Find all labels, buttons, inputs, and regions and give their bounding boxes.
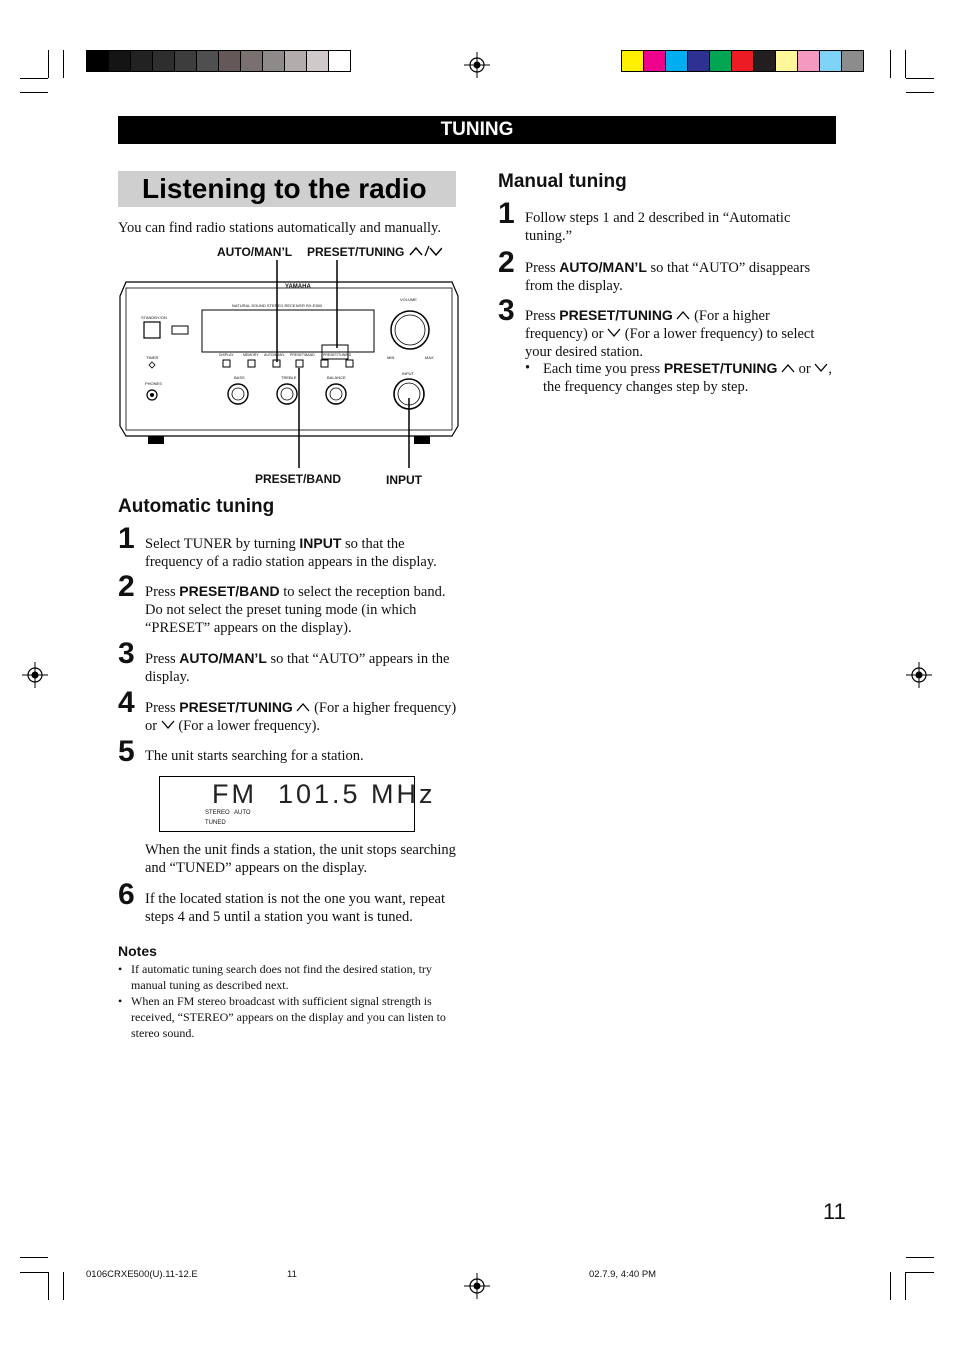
radio-display-illustration	[159, 776, 436, 832]
manual-step-1-text: Follow steps 1 and 2 described in “Automatic tuning.”	[525, 210, 791, 244]
panel-bass: BASS	[234, 375, 245, 380]
auto-step-3-pre: Press	[145, 651, 180, 667]
note-item-text: If automatic tuning search does not find the desired station, try manual tuning as described next.	[131, 962, 432, 992]
label-preset-tuning-text: PRESET/TUNING	[307, 245, 405, 259]
intro-text: You can find radio stations automatically and manually.	[118, 220, 441, 236]
auto-step-6-text: If the located station is not the one you want, repeat steps 4 and 5 until a station you want is tuned.	[145, 891, 445, 925]
footer-file: 0106CRXE500(U).11-12.E	[86, 1269, 198, 1280]
manual-bullet-pre: Each time you press	[543, 361, 664, 377]
manual-step-3-key: PRESET/TUNING	[559, 307, 673, 323]
panel-input: INPUT	[402, 371, 414, 376]
auto-step-3-key: AUTO/MAN’L	[179, 650, 267, 666]
panel-max: MAX	[425, 355, 434, 360]
label-preset-tuning	[307, 245, 442, 259]
label-preset-band: PRESET/BAND	[255, 472, 342, 486]
color-swatch	[644, 51, 666, 71]
color-swatch	[820, 51, 842, 71]
auto-step-1-pre: Select TUNER by turning	[145, 536, 300, 552]
color-swatch	[666, 51, 688, 71]
auto-step-4-text: Press PRESET/TUNING (For a higher frequency) or (For a lower frequency).	[145, 699, 457, 734]
color-swatch	[842, 51, 863, 71]
auto-step-4-number: 4	[118, 686, 135, 719]
section-header-bar: TUNING	[118, 116, 836, 144]
manual-step-2-post: so that “AUTO” disappears from the display.	[525, 260, 811, 294]
auto-step-4-pre: Press	[145, 700, 180, 716]
registration-mark-right	[906, 662, 932, 688]
display-frequency: FM 101.5 MHz	[212, 779, 436, 809]
auto-step-4-key: PRESET/TUNING	[179, 699, 293, 715]
manual-step-2-pre: Press	[525, 260, 560, 276]
page-title: Listening to the radio	[142, 173, 427, 204]
color-swatch	[307, 51, 329, 71]
manual-step-2-number: 2	[498, 246, 515, 279]
auto-step-3-text	[145, 649, 457, 686]
label-auto-manl: AUTO/MAN’L	[217, 245, 293, 259]
gray-calibration-bar	[86, 50, 351, 72]
panel-phones: PHONES	[145, 381, 162, 386]
color-swatch	[329, 51, 350, 71]
registration-mark-top	[464, 52, 490, 78]
manual-bullet-mid: or	[795, 361, 815, 377]
auto-step-6-number: 6	[118, 878, 135, 911]
manual-bullet-post: , the frequency changes step by step.	[543, 361, 832, 395]
note-item: • When an FM stereo broadcast with sufficient signal strength is received, “STEREO” appears on the display and you can listen to stereo sound.	[118, 993, 458, 1041]
chevron-down-icon	[607, 328, 621, 338]
chevron-up-down-icon	[408, 245, 442, 257]
display-stereo: STEREO	[205, 810, 230, 816]
panel-standby: STANDBY/ON	[141, 315, 167, 320]
color-swatch	[263, 51, 285, 71]
color-swatch	[710, 51, 732, 71]
page-number: 11	[823, 1199, 846, 1224]
color-swatch	[87, 51, 109, 71]
footer-date: 02.7.9, 4:40 PM	[589, 1269, 657, 1280]
auto-step-1-post: so that the frequency of a radio station appears in the display.	[145, 536, 437, 570]
color-swatch	[241, 51, 263, 71]
notes-list	[118, 961, 458, 1041]
after-display-text: When the unit finds a station, the unit stops searching and “TUNED” appears on the display.	[145, 842, 456, 876]
color-calibration-bar	[621, 50, 864, 72]
auto-step-2-key: PRESET/BAND	[179, 583, 280, 599]
color-swatch	[153, 51, 175, 71]
color-swatch	[175, 51, 197, 71]
panel-timer: TIMER	[146, 355, 159, 360]
manual-bullet-key: PRESET/TUNING	[663, 360, 778, 376]
panel-treble: TREBLE	[281, 375, 297, 380]
color-swatch	[197, 51, 219, 71]
manual-step-3-number: 3	[498, 294, 515, 327]
panel-btn-display: DISPLAY	[219, 353, 234, 357]
color-swatch	[688, 51, 710, 71]
manual-tuning-heading: Manual tuning	[498, 171, 627, 192]
auto-step-2-number: 2	[118, 570, 135, 603]
manual-bullet-text	[543, 359, 843, 396]
color-swatch	[732, 51, 754, 71]
chevron-up-icon	[781, 363, 795, 373]
note-item: • If automatic tuning search does not find the desired station, try manual tuning as described next.	[118, 961, 458, 993]
auto-step-1-text	[145, 534, 457, 571]
color-swatch	[109, 51, 131, 71]
auto-step-5-number: 5	[118, 735, 135, 768]
display-tuned: TUNED	[205, 820, 226, 826]
chevron-up-icon	[296, 702, 310, 712]
panel-min: MIN	[387, 355, 395, 360]
auto-step-2-post: to select the reception band. Do not select the preset tuning mode (in which “PRESET” appears on the display).	[145, 584, 446, 636]
color-swatch	[219, 51, 241, 71]
auto-step-3-post: so that “AUTO” appears in the display.	[145, 651, 450, 685]
manual-bullet: • Each time you press PRESET/TUNING or , the frequency changes step by step.	[525, 359, 843, 396]
manual-step-3-text	[525, 306, 830, 361]
registration-mark-bottom	[464, 1273, 490, 1299]
color-swatch	[622, 51, 644, 71]
auto-step-2-text	[145, 582, 457, 637]
chevron-down-icon	[161, 720, 175, 730]
auto-step-5-text: The unit starts searching for a station.	[145, 748, 364, 764]
manual-step-3-post2: (For a lower frequency) to select your desired station.	[525, 326, 815, 360]
notes-heading: Notes	[118, 943, 157, 959]
color-swatch	[776, 51, 798, 71]
label-input: INPUT	[386, 473, 422, 487]
panel-btn-memory: MEMORY	[243, 353, 259, 357]
footer-page: 11	[287, 1269, 297, 1280]
chevron-up-icon	[676, 310, 690, 320]
manual-step-1-number: 1	[498, 197, 515, 230]
panel-volume: VOLUME	[400, 297, 417, 302]
color-swatch	[285, 51, 307, 71]
panel-brand: YAMAHA	[285, 284, 311, 290]
manual-step-2-text	[525, 258, 830, 295]
chevron-down-icon	[814, 363, 828, 373]
manual-step-3-post1: (For a higher frequency) or	[525, 308, 770, 342]
auto-step-3-number: 3	[118, 637, 135, 670]
panel-model: NATURAL SOUND STEREO RECEIVER RX-E500	[232, 303, 323, 308]
panel-btn-preset-band: PRESET/BAND	[290, 353, 315, 357]
auto-step-1-key: INPUT	[299, 535, 342, 551]
panel-balance: BALANCE	[327, 375, 346, 380]
auto-step-1-number: 1	[118, 522, 135, 555]
panel-btn-auto-manl: AUTO/MAN'L	[264, 353, 286, 357]
color-swatch	[754, 51, 776, 71]
automatic-tuning-heading: Automatic tuning	[118, 496, 275, 517]
manual-step-3-pre: Press	[525, 308, 560, 324]
color-swatch	[131, 51, 153, 71]
color-swatch	[798, 51, 820, 71]
display-auto: AUTO	[234, 810, 251, 816]
note-item-text: When an FM stereo broadcast with sufficient signal strength is received, “STEREO” appears on the display and you can listen to stereo sound.	[131, 994, 446, 1040]
panel-btn-preset-tuning: PRESET/TUNING	[323, 353, 352, 357]
manual-step-2-key: AUTO/MAN’L	[559, 259, 647, 275]
registration-mark-left	[22, 662, 48, 688]
auto-step-2-pre: Press	[145, 584, 180, 600]
